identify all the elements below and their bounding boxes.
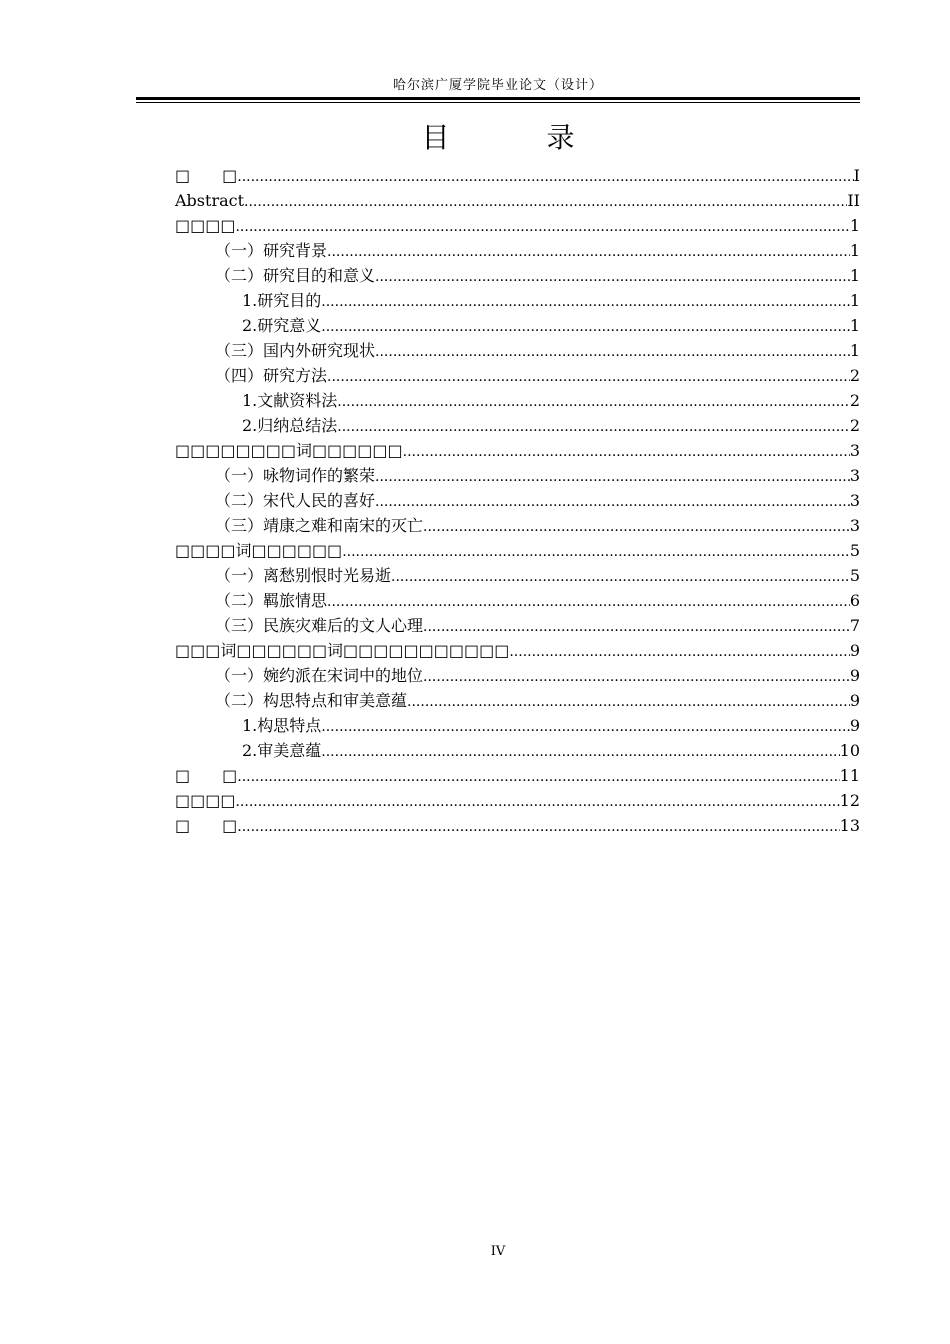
toc-entry-label: □□□□ <box>175 791 236 810</box>
toc-entry-label: （二）构思特点和审美意蕴 <box>215 691 408 710</box>
toc-entry[interactable] <box>175 238 860 263</box>
toc-entry-page: 11 <box>839 766 860 785</box>
toc-entry[interactable] <box>175 813 860 838</box>
toc-entry[interactable] <box>175 538 860 563</box>
toc-entry[interactable] <box>175 488 860 513</box>
toc-entry-label: （二）羁旅情思 <box>215 591 328 610</box>
toc-entry[interactable] <box>175 463 860 488</box>
running-header: 哈尔滨广厦学院毕业论文（设计） <box>392 78 603 93</box>
toc-entry[interactable] <box>175 388 860 413</box>
toc-dot-leader <box>423 515 850 538</box>
toc-entry-page: 1 <box>849 291 860 310</box>
toc-dot-leader <box>423 615 850 638</box>
toc-entry[interactable] <box>175 788 860 813</box>
toc-dot-leader <box>423 665 850 688</box>
toc-dot-leader <box>337 415 850 438</box>
toc-dot-leader <box>237 165 853 188</box>
toc-entry-page: 5 <box>849 566 860 585</box>
toc-entry-label: （二）研究目的和意义 <box>215 266 376 285</box>
toc-entry[interactable] <box>175 613 860 638</box>
toc-entry-page: 9 <box>849 641 860 660</box>
toc-entry-page: 9 <box>849 691 860 710</box>
toc-dot-leader <box>321 290 850 313</box>
toc-entry-label: 1.文献资料法 <box>242 391 338 410</box>
toc-entry-label: （一）离愁别恨时光易逝 <box>215 566 392 585</box>
toc-dot-leader <box>237 815 839 838</box>
toc-entry[interactable] <box>175 513 860 538</box>
toc-entry-page: 9 <box>849 666 860 685</box>
toc-entry-page: 13 <box>839 816 860 835</box>
toc-entry[interactable] <box>175 563 860 588</box>
toc-entry-label: □□□□ <box>175 216 236 235</box>
toc-entry[interactable] <box>175 163 860 188</box>
toc-dot-leader <box>235 215 849 238</box>
toc-dot-leader <box>375 265 850 288</box>
toc-entry-page: 9 <box>849 716 860 735</box>
toc-entry-page: 3 <box>849 516 860 535</box>
toc-entry-label: 2.归纳总结法 <box>242 416 338 435</box>
toc-entry-page: II <box>847 191 860 210</box>
toc-entry[interactable] <box>175 688 860 713</box>
table-of-contents <box>175 163 860 838</box>
toc-entry-page: 1 <box>849 241 860 260</box>
toc-entry-page: 2 <box>849 366 860 385</box>
toc-entry-page: 1 <box>849 216 860 235</box>
toc-entry-label: Abstract <box>175 191 245 210</box>
toc-dot-leader <box>337 390 850 413</box>
toc-entry-label: □ □ <box>175 766 238 785</box>
toc-entry-label: （三）靖康之难和南宋的灭亡 <box>215 516 424 535</box>
toc-entry[interactable] <box>175 288 860 313</box>
toc-dot-leader <box>391 565 850 588</box>
toc-dot-leader <box>509 640 849 663</box>
toc-entry[interactable] <box>175 663 860 688</box>
toc-dot-leader <box>375 490 850 513</box>
toc-dot-leader <box>375 340 850 363</box>
toc-entry[interactable] <box>175 338 860 363</box>
toc-entry-page: 2 <box>849 416 860 435</box>
toc-entry-label: 1.研究目的 <box>242 291 322 310</box>
toc-dot-leader <box>321 715 850 738</box>
toc-entry-page: 1 <box>849 266 860 285</box>
toc-entry-label: 2.审美意蕴 <box>242 741 322 760</box>
toc-entry-page: I <box>853 166 860 185</box>
toc-dot-leader <box>407 690 850 713</box>
toc-entry[interactable] <box>175 638 860 663</box>
toc-dot-leader <box>327 590 850 613</box>
page-number: IV <box>490 1244 506 1259</box>
toc-entry-page: 3 <box>849 466 860 485</box>
toc-entry[interactable] <box>175 413 860 438</box>
toc-dot-leader <box>375 465 850 488</box>
toc-entry-page: 1 <box>849 341 860 360</box>
toc-entry-label: □□□□词□□□□□□ <box>175 541 343 560</box>
toc-entry-label: （一）咏物词作的繁荣 <box>215 466 376 485</box>
toc-dot-leader <box>244 190 847 213</box>
toc-entry-label: □ □ <box>175 816 238 835</box>
toc-entry[interactable] <box>175 763 860 788</box>
toc-entry-page: 12 <box>839 791 860 810</box>
toc-dot-leader <box>342 540 850 563</box>
toc-dot-leader <box>403 440 850 463</box>
page-title: 目 录 <box>421 121 619 154</box>
header-rule <box>136 97 860 103</box>
toc-entry[interactable] <box>175 588 860 613</box>
toc-dot-leader <box>327 240 850 263</box>
toc-entry-label: （一）婉约派在宋词中的地位 <box>215 666 424 685</box>
toc-entry-page: 3 <box>849 441 860 460</box>
toc-entry-label: （二）宋代人民的喜好 <box>215 491 376 510</box>
toc-dot-leader <box>321 315 850 338</box>
toc-dot-leader <box>235 790 839 813</box>
toc-entry-label: （三）民族灾难后的文人心理 <box>215 616 424 635</box>
toc-entry-page: 1 <box>849 316 860 335</box>
toc-entry[interactable] <box>175 213 860 238</box>
toc-dot-leader <box>321 740 839 763</box>
toc-entry[interactable] <box>175 263 860 288</box>
toc-entry[interactable] <box>175 713 860 738</box>
toc-entry-page: 10 <box>839 741 860 760</box>
toc-entry-page: 5 <box>849 541 860 560</box>
toc-entry-page: 2 <box>849 391 860 410</box>
toc-entry[interactable] <box>175 738 860 763</box>
toc-entry-label: （四）研究方法 <box>215 366 328 385</box>
toc-entry[interactable] <box>175 188 860 213</box>
toc-entry-label: 1.构思特点 <box>242 716 322 735</box>
toc-entry-page: 6 <box>849 591 860 610</box>
toc-entry-label: □□□词□□□□□□词□□□□□□□□□□□ <box>175 641 510 660</box>
toc-entry[interactable] <box>175 438 860 463</box>
toc-entry-label: （一）研究背景 <box>215 241 328 260</box>
toc-entry-label: □ □ <box>175 166 238 185</box>
toc-entry-page: 7 <box>849 616 860 635</box>
toc-entry[interactable] <box>175 363 860 388</box>
toc-dot-leader <box>327 365 850 388</box>
toc-entry-label: （三）国内外研究现状 <box>215 341 376 360</box>
toc-entry[interactable] <box>175 313 860 338</box>
toc-entry-label: 2.研究意义 <box>242 316 322 335</box>
toc-dot-leader <box>237 765 839 788</box>
toc-entry-page: 3 <box>849 491 860 510</box>
toc-entry-label: □□□□□□□□词□□□□□□ <box>175 441 403 460</box>
